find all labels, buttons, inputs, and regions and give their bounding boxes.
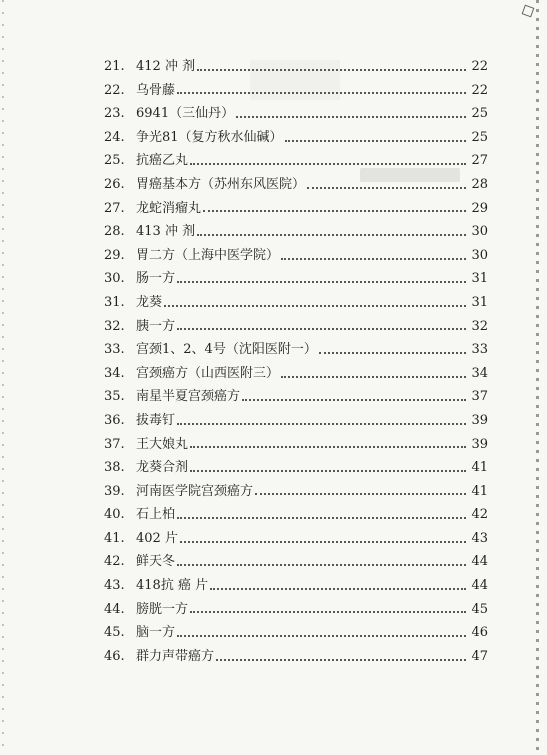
entry-page-number: 39 (471, 436, 488, 452)
entry-number: 29. (104, 247, 125, 263)
entry-number: 26. (104, 176, 125, 192)
entry-title: 胰一方 (136, 318, 176, 334)
entry-number: 33. (104, 342, 125, 358)
dot-leader (197, 69, 466, 71)
toc-entry (104, 362, 488, 386)
toc-entry (104, 149, 488, 173)
entry-title: 石上柏 (136, 507, 176, 523)
entry-page-number: 41 (471, 460, 488, 476)
toc-entry (104, 456, 488, 480)
dot-leader (236, 116, 466, 118)
dot-leader (177, 517, 466, 519)
entry-page-number: 30 (471, 247, 488, 263)
entry-page-number: 44 (471, 554, 488, 570)
entry-page-number: 32 (471, 318, 488, 334)
entry-title: 乌骨藤 (136, 82, 176, 98)
toc-entry (104, 409, 488, 433)
entry-number: 40. (104, 507, 125, 523)
toc-entry (104, 433, 488, 457)
entry-title: 南星半夏宫颈癌方 (136, 389, 241, 405)
entry-number: 22. (104, 82, 125, 98)
entry-number: 21. (104, 59, 125, 74)
entry-page-number: 47 (471, 648, 488, 664)
entry-number: 32. (104, 318, 125, 334)
entry-title: 413 冲 剂 (136, 224, 196, 240)
dot-leader (177, 328, 466, 330)
dot-leader (190, 611, 466, 613)
entry-number: 24. (104, 129, 125, 145)
entry-number: 25. (104, 153, 125, 169)
entry-title: 宫颈1、2、4号（沈阳医附一） (136, 342, 317, 358)
entry-number: 34. (104, 365, 125, 381)
dot-leader (180, 541, 466, 543)
toc-entry (104, 621, 488, 645)
dot-leader (285, 140, 466, 142)
dot-leader (255, 493, 466, 495)
entry-title: 拔毒钉 (136, 412, 176, 428)
dot-leader (216, 659, 466, 661)
toc-entry (104, 503, 488, 527)
dot-leader (307, 187, 466, 189)
scan-mark (522, 5, 535, 18)
entry-number: 43. (104, 578, 125, 594)
scan-edge-right (536, 0, 539, 755)
entry-title: 胃癌基本方（苏州东风医院） (136, 176, 306, 192)
entry-number: 30. (104, 271, 125, 287)
toc-entry (104, 173, 488, 197)
entry-page-number: 34 (471, 365, 488, 381)
entry-page-number: 22 (471, 59, 488, 74)
dot-leader (177, 92, 466, 94)
entry-page-number: 39 (471, 412, 488, 428)
entry-title: 抗癌乙丸 (136, 153, 189, 169)
entry-title: 鲜天冬 (136, 554, 176, 570)
entry-title: 418抗 癌 片 (136, 578, 209, 594)
dot-leader (177, 635, 466, 637)
toc-entry (104, 598, 488, 622)
dot-leader (177, 281, 466, 283)
toc-entry (104, 291, 488, 315)
entry-page-number: 27 (471, 153, 488, 169)
toc-entry (104, 267, 488, 291)
entry-title: 脑一方 (136, 625, 176, 641)
entry-title: 龙葵合剂 (136, 460, 189, 476)
toc-entry (104, 574, 488, 598)
entry-title: 412 冲 剂 (136, 59, 196, 74)
entry-title: 河南医学院宫颈癌方 (136, 483, 254, 499)
entry-title: 宫颈癌方（山西医附三） (136, 365, 280, 381)
entry-page-number: 25 (471, 129, 488, 145)
scan-edge-left (2, 0, 4, 755)
toc-entry (104, 55, 488, 79)
entry-number: 37. (104, 436, 125, 452)
entry-number: 45. (104, 625, 125, 641)
toc-entry (104, 79, 488, 103)
table-of-contents (104, 55, 488, 668)
toc-entry (104, 244, 488, 268)
entry-title: 肠一方 (136, 271, 176, 287)
toc-entry (104, 126, 488, 150)
dot-leader (197, 234, 466, 236)
entry-page-number: 30 (471, 224, 488, 240)
dot-leader (210, 588, 466, 590)
toc-entry (104, 338, 488, 362)
entry-page-number: 45 (471, 601, 488, 617)
toc-entry (104, 645, 488, 669)
entry-page-number: 43 (471, 530, 488, 546)
entry-number: 44. (104, 601, 125, 617)
entry-title: 争光81（复方秋水仙碱） (136, 129, 283, 145)
entry-number: 39. (104, 483, 125, 499)
entry-page-number: 46 (471, 625, 488, 641)
toc-entry (104, 550, 488, 574)
toc-entry (104, 527, 488, 551)
entry-page-number: 29 (471, 200, 488, 216)
entry-page-number: 42 (471, 507, 488, 523)
entry-page-number: 37 (471, 389, 488, 405)
entry-page-number: 44 (471, 578, 488, 594)
dot-leader (190, 470, 466, 472)
dot-leader (177, 564, 466, 566)
entry-number: 31. (104, 294, 125, 310)
entry-page-number: 31 (471, 271, 488, 287)
entry-number: 28. (104, 224, 125, 240)
entry-title: 群力声带癌方 (136, 648, 215, 664)
toc-entry (104, 197, 488, 221)
toc-entry (104, 220, 488, 244)
entry-title: 龙葵 (136, 294, 163, 310)
entry-number: 46. (104, 648, 125, 664)
dot-leader (203, 210, 466, 212)
entry-number: 41. (104, 530, 125, 546)
toc-entry (104, 102, 488, 126)
entry-title: 胃二方（上海中医学院） (136, 247, 280, 263)
dot-leader (281, 376, 466, 378)
entry-number: 23. (104, 106, 125, 122)
entry-title: 6941（三仙丹） (136, 106, 235, 122)
dot-leader (281, 258, 466, 260)
toc-entry (104, 480, 488, 504)
entry-title: 龙蛇消瘤丸 (136, 200, 202, 216)
entry-page-number: 25 (471, 106, 488, 122)
entry-title: 王大娘丸 (136, 436, 189, 452)
entry-number: 35. (104, 389, 125, 405)
dot-leader (177, 423, 466, 425)
dot-leader (190, 446, 466, 448)
entry-page-number: 28 (471, 176, 488, 192)
dot-leader (242, 399, 466, 401)
toc-entry (104, 385, 488, 409)
entry-number: 38. (104, 460, 125, 476)
dot-leader (319, 352, 466, 354)
entry-page-number: 31 (471, 294, 488, 310)
entry-page-number: 41 (471, 483, 488, 499)
dot-leader (190, 163, 466, 165)
entry-number: 27. (104, 200, 125, 216)
dot-leader (164, 305, 466, 307)
entry-title: 402 片 (136, 530, 178, 546)
entry-number: 36. (104, 412, 125, 428)
entry-title: 膀胱一方 (136, 601, 189, 617)
entry-page-number: 33 (471, 342, 488, 358)
entry-page-number: 22 (471, 82, 488, 98)
entry-number: 42. (104, 554, 125, 570)
toc-entry (104, 315, 488, 339)
